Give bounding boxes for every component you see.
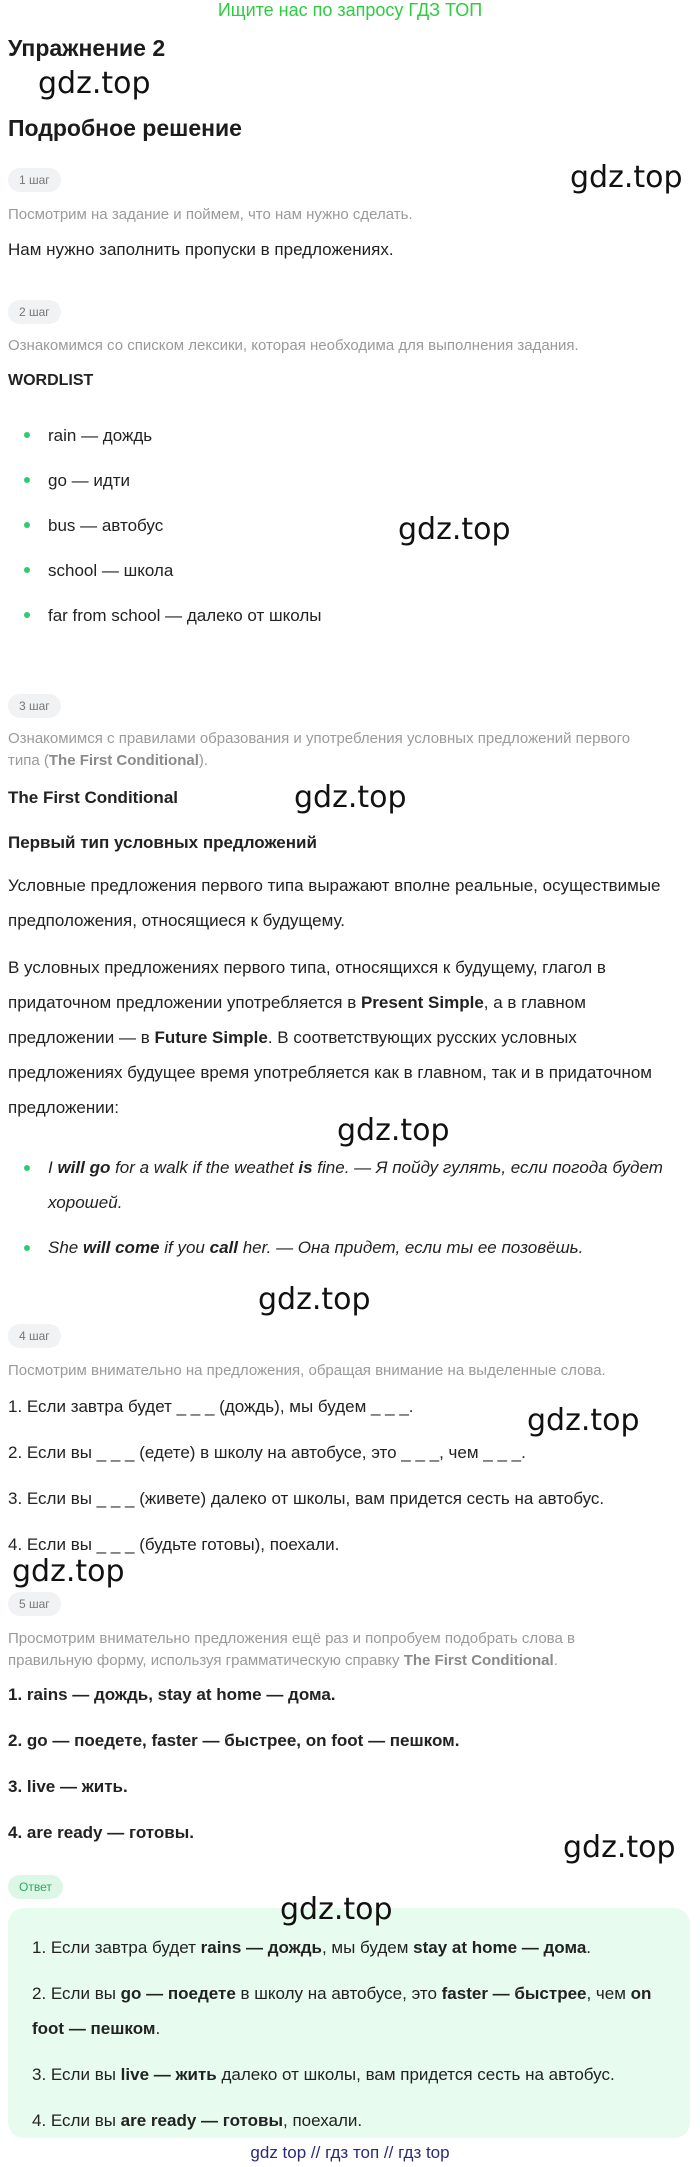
step-chip-3: 3 шаг	[8, 694, 61, 718]
solution-line: 3. live — жить.	[8, 1777, 128, 1796]
watermark: gdz.top	[398, 512, 511, 547]
rule-paragraph: В условных предложениях первого типа, относящихся к будущему, глагол в придаточном предложении употребляется в Present Simple, а в главном предложении — в Future Simple. В соответствующих русских условных предложениях будущее время употребляется как в главном, так и в придаточном предложении:	[8, 958, 652, 1117]
step-note: Ознакомимся с правилами образования и употребления условных предложений первого типа (The First Conditional).	[8, 730, 631, 769]
rule-title-en: The First Conditional	[8, 788, 178, 807]
task-sentence: 1. Если завтра будет _ _ _ (дождь), мы будем _ _ _.	[8, 1397, 414, 1416]
search-hint-link[interactable]: Ищите нас по запросу ГДЗ ТОП	[217, 0, 483, 20]
wordlist-item: go — идти	[24, 471, 130, 491]
solution-line: 1. rains — дождь, stay at home — дома.	[8, 1685, 336, 1704]
solution-line: 4. are ready — готовы.	[8, 1823, 194, 1842]
task-sentence: 2. Если вы _ _ _ (едете) в школу на автобусе, это _ _ _, чем _ _ _.	[8, 1443, 526, 1462]
rule-paragraph: Условные предложения первого типа выражают вполне реальные, осуществимые предположения, относящиеся к будущему.	[8, 876, 661, 930]
step-chip-1: 1 шаг	[8, 168, 61, 192]
solution-line: 2. go — поедете, faster — быстрее, on foot — пешком.	[8, 1731, 460, 1750]
step-note: Посмотрим на задание и поймем, что нам нужно сделать.	[8, 206, 413, 223]
answer-line: 2. Если вы go — поедете в школу на автобусе, это faster — быстрее, чем on foot — пешком.	[32, 1984, 652, 2038]
rule-title-ru: Первый тип условных предложений	[8, 833, 317, 852]
solution-heading: Подробное решение	[8, 115, 242, 141]
watermark: gdz.top	[570, 160, 683, 195]
watermark: gdz.top	[280, 1892, 393, 1927]
bullet-icon	[24, 432, 30, 438]
wordlist-item: rain — дождь	[24, 426, 152, 446]
bullet-icon	[24, 1165, 30, 1171]
wordlist-item: bus — автобус	[24, 516, 163, 536]
bullet-icon	[24, 612, 30, 618]
step-note: Посмотрим внимательно на предложения, обращая внимание на выделенные слова.	[8, 1362, 606, 1379]
step-chip-4: 4 шаг	[8, 1324, 61, 1348]
wordlist-label: WORDLIST	[8, 372, 94, 389]
answer-line: 1. Если завтра будет rains — дождь, мы будем stay at home — дома.	[32, 1938, 592, 1957]
watermark: gdz.top	[294, 780, 407, 815]
answer-chip: Ответ	[8, 1875, 63, 1899]
bullet-icon	[24, 477, 30, 483]
step-text: Нам нужно заполнить пропуски в предложениях.	[8, 240, 394, 259]
watermark: gdz.top	[12, 1554, 125, 1589]
answer-line: 4. Если вы are ready — готовы, поехали.	[32, 2111, 363, 2130]
footer-links[interactable]: gdz top // гдз топ // гдз top	[250, 2143, 450, 2162]
step-note: Просмотрим внимательно предложения ещё раз и попробуем подобрать слова в правильную форму, используя грамматическую справку The First Conditional.	[8, 1630, 575, 1669]
bullet-icon	[24, 1245, 30, 1251]
example-sentence: I will go for a walk if the weathet is fine. — Я пойду гулять, если погода будет хорошей.	[24, 1150, 674, 1220]
watermark: gdz.top	[38, 66, 151, 101]
bullet-icon	[24, 567, 30, 573]
watermark: gdz.top	[563, 1830, 676, 1865]
example-sentence: She will come if you call her. — Она придет, если ты ее позовёшь.	[24, 1230, 674, 1265]
answer-line: 3. Если вы live — жить далеко от школы, вам придется сесть на автобус.	[32, 2065, 615, 2084]
wordlist-item: school — школа	[24, 561, 173, 581]
step-chip-2: 2 шаг	[8, 300, 61, 324]
wordlist-item: far from school — далеко от школы	[24, 606, 322, 626]
watermark: gdz.top	[337, 1113, 450, 1148]
step-note: Ознакомимся со списком лексики, которая необходима для выполнения задания.	[8, 337, 579, 354]
step-chip-5: 5 шаг	[8, 1592, 61, 1616]
bullet-icon	[24, 522, 30, 528]
task-sentence: 3. Если вы _ _ _ (живете) далеко от школы, вам придется сесть на автобус.	[8, 1489, 605, 1508]
exercise-title: Упражнение 2	[8, 35, 166, 61]
watermark: gdz.top	[527, 1403, 640, 1438]
watermark: gdz.top	[258, 1282, 371, 1317]
task-sentence: 4. Если вы _ _ _ (будьте готовы), поехали.	[8, 1535, 340, 1554]
